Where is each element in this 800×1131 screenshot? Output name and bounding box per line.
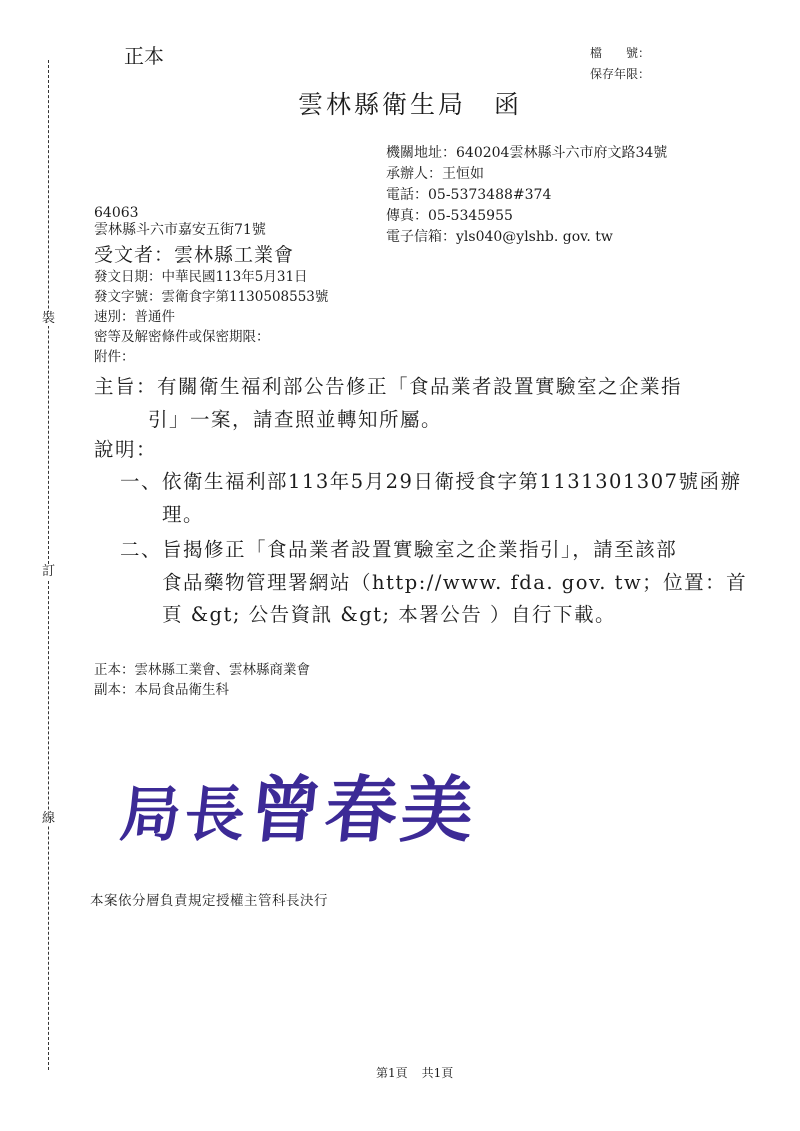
- agency-fax: 傳真：05-5345955: [386, 208, 513, 224]
- copies-original: 正本：雲林縣工業會、雲林縣商業會: [94, 662, 310, 678]
- agency-info: [386, 143, 667, 248]
- agency-address: 機關地址：640204雲林縣斗六市府文路34號: [386, 145, 668, 161]
- signature-title: 局長: [117, 780, 253, 850]
- signature-name: 曾春美: [244, 768, 482, 852]
- archive-number-label: 檔 號：: [590, 46, 651, 60]
- page-number: [376, 1064, 453, 1081]
- recipient: 受文者：雲林縣工業會: [94, 244, 295, 266]
- secrecy-level: 密等及解密條件或保密期限：: [94, 329, 270, 345]
- explain-item-1-line-2: 理。: [162, 503, 205, 526]
- agency-name: 雲林縣衛生局: [298, 90, 467, 119]
- explain-label: 說明：: [94, 438, 158, 461]
- document-meta: [94, 267, 328, 367]
- retention-label: 保存年限：: [590, 67, 651, 81]
- agency-phone: 電話：05-5373488#374: [386, 187, 552, 203]
- delegation-note: 本案依分層負責規定授權主管科長決行: [90, 893, 328, 909]
- agency-handler: 承辦人：王恒如: [386, 166, 484, 182]
- attachment: 附件：: [94, 349, 135, 365]
- copies-duplicate: 副本：本局食品衛生科: [94, 682, 229, 698]
- explain-item-2-line-3: 頁 &gt; 公告資訊 &gt; 本署公告 ）自行下載。: [162, 603, 616, 626]
- agency-email: 電子信箱：yls040@ylshb. gov. tw: [386, 229, 613, 245]
- recipient-street: 雲林縣斗六市嘉安五街71號: [94, 222, 266, 238]
- explain-item-1-line-1: 一、依衛生福利部113年5月29日衛授食字第1131301307號函辦: [120, 470, 742, 493]
- delivery-speed: 速別：普通件: [94, 309, 175, 325]
- recipient-postcode: 64063: [94, 205, 139, 221]
- document-number: 發文字號：雲衛食字第1130508553號: [94, 289, 329, 305]
- document-type: 函: [494, 90, 523, 119]
- subject-line-1: 主旨：有關衛生福利部公告修正「食品業者設置實驗室之企業指: [94, 375, 683, 398]
- page-current: 第1頁: [376, 1066, 408, 1080]
- page-total: 共1頁: [421, 1066, 454, 1080]
- subject-line-2: 引」一案，請查照並轉知所屬。: [148, 408, 443, 431]
- document-title: [298, 85, 522, 121]
- explain-item-2-line-2: 食品藥物管理署網站（http://www. fda. gov. tw；位置：首: [162, 571, 748, 594]
- binding-mark-middle: 訂: [42, 564, 56, 579]
- explain-item-2-line-1: 二、旨揭修正「食品業者設置實驗室之企業指引」，請至該部: [120, 538, 678, 561]
- original-label: 正本: [124, 44, 164, 68]
- copies-block: [94, 660, 310, 700]
- issue-date: 發文日期：中華民國113年5月31日: [94, 269, 308, 285]
- director-signature-stamp: [117, 752, 484, 856]
- archive-block: [590, 43, 650, 85]
- binding-mark-bottom: 線: [42, 811, 56, 826]
- binding-mark-top: 裝: [42, 311, 56, 326]
- recipient-address: [94, 205, 266, 239]
